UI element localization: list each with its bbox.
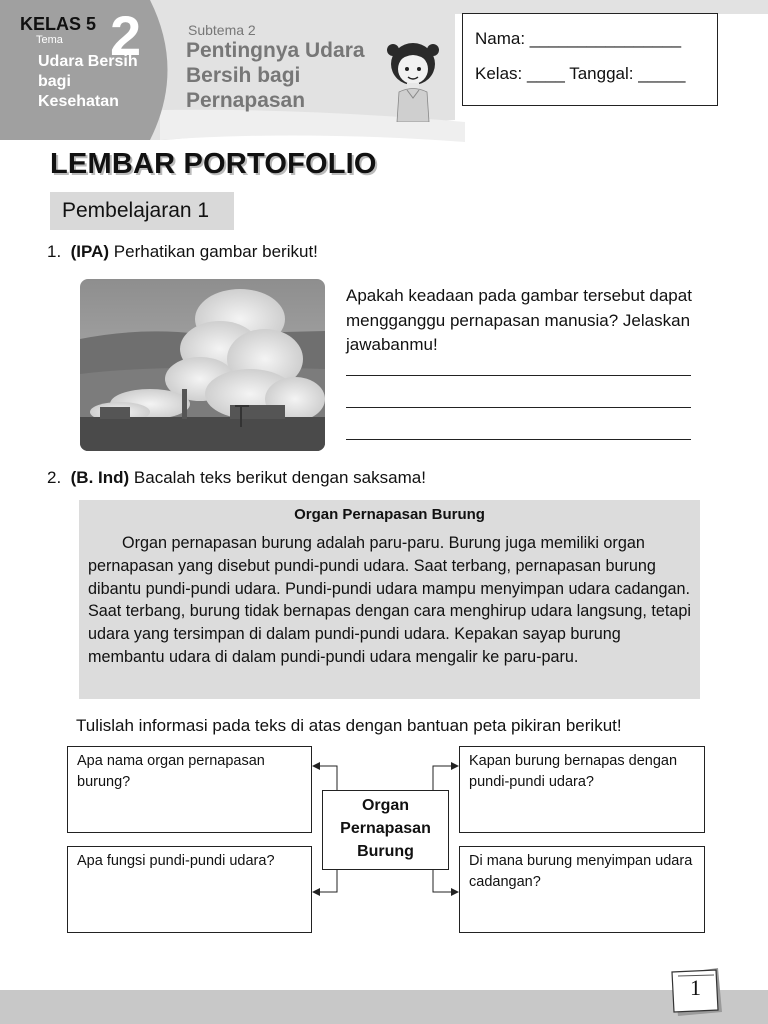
mindmap-question-bottom-right: Di mana burung menyimpan udara cadangan? xyxy=(469,853,693,890)
reading-title: Organ Pernapasan Burung xyxy=(294,506,485,523)
class-label: KELAS 5 xyxy=(20,14,97,34)
footer-band xyxy=(0,990,768,1024)
question-2-subject: (B. Ind) xyxy=(70,468,130,487)
lesson-label: Pembelajaran 1 xyxy=(50,192,234,230)
page-title: LEMBAR PORTOFOLIO xyxy=(50,148,377,180)
subtheme-label: Subtema 2 xyxy=(188,22,256,38)
question-2-number: 2. xyxy=(47,468,62,487)
question-1-text: Perhatikan gambar berikut! xyxy=(113,242,318,261)
subtheme-title: Pentingnya Udara Bersih bagi Pernapasan xyxy=(186,39,365,112)
mindmap-center xyxy=(322,790,449,870)
mindmap-box-top-left[interactable] xyxy=(67,746,312,833)
theme-number: 2 xyxy=(110,4,142,67)
mindmap-instruction: Tulislah informasi pada teks di atas dengan bantuan peta pikiran berikut! xyxy=(76,716,622,735)
question-2-text: Bacalah teks berikut dengan saksama! xyxy=(133,468,426,487)
mindmap-box-top-right[interactable] xyxy=(459,746,705,833)
theme-label: Tema xyxy=(36,34,63,46)
question-1-prompt: Apakah keadaan pada gambar tersebut dapat mengganggu pernapasan manusia? Jelaskan jawabanmu! xyxy=(346,286,692,354)
reading-text: Organ pernapasan burung adalah paru-paru. Burung juga memiliki organ pernapasan yang disebut pundi-pundi udara. Saat terbang, pernapasan burung dibantu pundi-pundi udara. Pundi-pundi udara mampu menyimpan udara cadangan. Saat terbang, burung tidak bernapas dengan cara menghirup udara langsung, tetapi udara yang tersimpan di dalam pundi-pundi udara. Kepakan sayap burung membantu udara di dalam pundi-pundi udara mengalir ke paru-paru. xyxy=(88,534,691,666)
mindmap-question-top-left: Apa nama organ pernapasan burung? xyxy=(77,753,265,790)
mindmap-center-label: Organ Pernapasan Burung xyxy=(340,797,431,860)
mindmap-box-bottom-right[interactable] xyxy=(459,846,705,933)
question-1-subject: (IPA) xyxy=(70,242,110,261)
theme-title: Udara Bersih bagi Kesehatan xyxy=(38,53,138,110)
name-field[interactable]: Nama: ________________ xyxy=(475,29,682,48)
mindmap-box-bottom-left[interactable] xyxy=(67,846,312,933)
mindmap-question-bottom-left: Apa fungsi pundi-pundi udara? xyxy=(77,853,275,869)
mindmap-question-top-right: Kapan burung bernapas dengan pundi-pundi udara? xyxy=(469,753,678,790)
page-number: 1 xyxy=(690,975,701,1000)
class-date-field[interactable]: Kelas: ____ Tanggal: _____ xyxy=(475,64,686,83)
question-1-number: 1. xyxy=(47,242,62,261)
